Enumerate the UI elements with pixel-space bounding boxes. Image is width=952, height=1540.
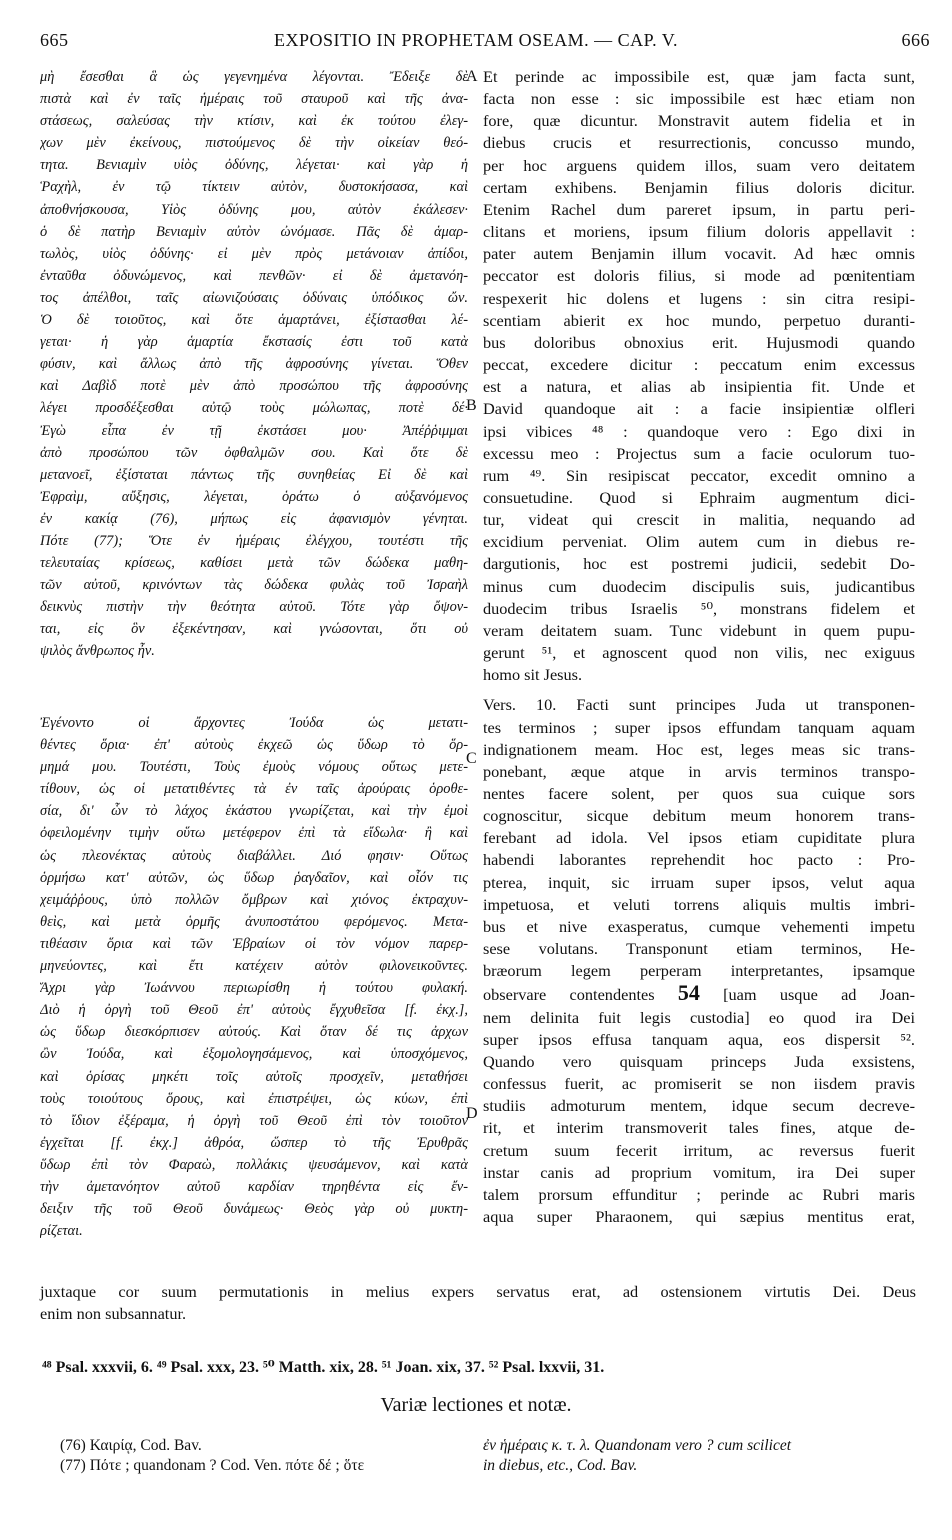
greek-text-line: ὡς ὕδωρ διεσκόρπισεν αὐτούς. Καὶ ὅταν δέ τις ἀρχων (40, 1024, 468, 1041)
latin-text-line: excidium perveniat. Olim autem cum in diebus re- (483, 532, 915, 552)
greek-text-line: Ῥαχὴλ, ἐν τῷ τίκτειν αὐτὸν, δυστοκήσασα, καὶ (40, 179, 468, 196)
latin-text-line: consuetudine. Quod si Ephraim augmentum dici- (483, 487, 915, 507)
greek-text-line: τίθουν, ὡς οἱ μετατιθέντες τὰ ἐν ταῖς ἀρούραις ὁροθε- (40, 781, 468, 798)
greek-text-line: λέγει προσδέξεσθαι αὐτῷ τοὺς μώλωπας, ποτὲ δέ· (40, 400, 468, 417)
latin-text-line: Etenim Rachel dum pareret ipsum, in partu peri- (483, 199, 915, 219)
footnotes: ⁴⁸ Psal. xxxvii, 6. ⁴⁹ Psal. xxx, 23. ⁵⁰ Matth. xix, 28. ⁵¹ Joan. xix, 37. ⁵² Psal. lxxvii, 31. (42, 1359, 605, 1376)
greek-text-line: Διὸ ἡ ὀργὴ τοῦ Θεοῦ ἐπ' αὐτοὺς ἔγχυθεῖσα [f. ἐκχ.], (40, 1002, 468, 1019)
latin-text-line: certam exhibens. Benjamin filius doloris dicitur. (483, 177, 915, 197)
latin-text-line: observare contendentes 54 [uam usque ad Joan- (483, 982, 915, 1006)
variae-lectiones-title: Variæ lectiones et notæ. (380, 1394, 572, 1416)
latin-text-line: ponebant, æque atque in arvis terminos transpo- (483, 761, 915, 781)
latin-text-line: Quando vero quisquam princeps Juda exsistens, (483, 1051, 915, 1071)
latin-text-line: est a natura, et alias ab insipientia fit. Unde et (483, 377, 915, 397)
latin-text-line: studiis admoturum mentem, idque secum decreve- (483, 1096, 915, 1116)
greek-text-line: χειμάῤῥους, ὑπὸ πολλῶν ὄμβρων καὶ χιόνος ἐκτραχυν- (40, 891, 468, 908)
greek-text-line: ὡς πλεονέκτας αὐτοὺς διαβάλλει. Διό φησιν· Οὕτως (40, 847, 468, 864)
page-number-right: 666 (901, 30, 930, 50)
latin-text-line: facta non esse : sic impossibile est hæc etiam non (483, 89, 915, 109)
latin-text-line: talem prorsum effunditur ; perinde ac Rubri maris (483, 1184, 915, 1204)
variant-note: in diebus, etc., Cod. Bav. (483, 1457, 638, 1474)
greek-text-line: τωλὸς, υἱὸς ὀδύνης· εἰ μὲν πρὸς μετάνοιαν ἀπίδοι, (40, 245, 468, 262)
greek-text-line: ται, εἰς ὃν ἐξεκέντησαν, καὶ γνώσονται, ὅτι οὐ (40, 621, 468, 638)
greek-text-line: τιθέασιν ὅρια καὶ τῶν Ἑβραίων οἱ τὸν νόμον παρερ- (40, 935, 468, 952)
greek-column-block-2 (40, 712, 468, 1242)
greek-text-line: μετανοεῖ, ἐξίσταται πάντως τῆς συνηθείας Εἰ δὲ καὶ (40, 466, 468, 483)
greek-text-line: θεὶς, καὶ μετὰ ὁρμῆς ἀνυποστάτου φερόμενος. Μετα- (40, 913, 468, 930)
latin-text-line: bus doloribus obnoxius erit. Hujusmodi quando (483, 332, 915, 352)
variae-notes-right (483, 1436, 791, 1476)
text-line: enim non subsannatur. (40, 1304, 187, 1323)
margin-marker-a: A (466, 68, 478, 85)
variant-note: (76) Καιρίᾳ, Cod. Bav. (60, 1437, 202, 1454)
greek-text-line: τὴν ἀμετανόητον αὐτοῦ καρδίαν τηρηθέντα εἰς ἔν- (40, 1178, 468, 1195)
latin-text-line: dargutionis, hoc est postremi judicii, sedebit Do- (483, 554, 915, 574)
latin-text-line: habendi laborantes reprehendit hoc pacto : Pro- (483, 850, 915, 870)
latin-text-line: bræorum legem perperam interpretantes, ipsamque (483, 961, 915, 981)
latin-column (483, 66, 915, 1228)
latin-text-line: excessu meo : Projectus sum a facie oculorum tuo- (483, 443, 915, 463)
latin-text-line: peccat, excedere dicitur : peccatum enim excessus (483, 355, 915, 375)
greek-text-line: Ἐγὼ εἶπα ἐν τῇ ἐκστάσει μου· Ἀπέῤῥιμμαι (40, 422, 468, 439)
variae-notes-left (60, 1436, 364, 1476)
latin-text-line: rit, et interim transmoverit tales fines, atque de- (483, 1118, 915, 1138)
latin-text-line: Et perinde ac impossibile est, quæ jam facta sunt, (483, 67, 915, 86)
greek-text-line: ψιλὸς ἄνθρωπος ἦν. (40, 643, 155, 660)
greek-text-line: πιστὰ καὶ ἐν ταῖς ἡμέραις τοῦ σταυροῦ καὶ τῆς ἀνα- (40, 91, 468, 108)
text-line: juxtaque cor suum permutationis in melius expers servatus erat, ad ostensionem virtutis Dei. Deus (40, 1282, 916, 1301)
greek-text-line: ἐνταῦθα ὀδυνώμενος, καὶ πενθῶν· εἰ δὲ ἀμετανόη- (40, 267, 468, 284)
latin-text-line: duodecim tribus Israelis ⁵⁰, monstrans fidelem et (483, 598, 915, 618)
latin-text-line: pterea, inquit, sic irruam super ipsos, velut aqua (483, 872, 915, 892)
greek-text-line: τος ἀπέλθοι, ταῖς αἰωνιζούσαις ὀδύναις ὑπόδικος ὤν. (40, 289, 468, 306)
latin-text-line: aqua super Pharaonem, qui sæpius mentitus erat, (483, 1206, 915, 1226)
latin-text-line: ferebant ad idola. Vel ipsos etiam cupiditate plura (483, 828, 915, 848)
greek-text-line: ἐγχεῖται [f. ἐκχ.] ἀθρόα, ὥσπερ τὸ τῆς Ἐρυθρᾶς (40, 1134, 468, 1151)
latin-text-line: tes terminos ; super ipsos effundam tanquam aquam (483, 717, 915, 737)
latin-text-line: tur, videat qui crescit in malitia, nequando ad (483, 510, 915, 530)
greek-text-line: ὁ δὲ πατὴρ Βενιαμὶν αὐτὸν ὠνόμασε. Πᾶς δὲ ἁμαρ- (40, 223, 468, 240)
greek-text-line: θέντες ὅρια· ἐπ' αὐτοὺς ἐκχεῶ ὡς ὕδωρ τὸ ὅρ- (40, 737, 468, 754)
latin-text-line: rum ⁴⁹. Sin resipiscat peccator, excedit omnino a (483, 465, 915, 485)
latin-text-line: peccator est doloris filius, si mode ad pœnitentiam (483, 266, 915, 286)
margin-marker-b: B (466, 397, 477, 414)
greek-text-line: ὢν Ἰούδα, καὶ ἐξομολογησάμενος, καὶ ὑποσχόμενος, (40, 1046, 468, 1063)
latin-text-line: bus et nive exasperatus, cumque vehementi impetu (483, 916, 915, 936)
latin-text-line: ipsi vibices ⁴⁸ : quandoque vero : Ego dixi in (483, 421, 915, 441)
greek-text-line: δειξιν τῆς τοῦ Θεοῦ δυνάμεως· Θεὸς γὰρ οὐ μυκτη- (40, 1201, 468, 1218)
running-header (0, 30, 952, 56)
greek-text-line: Ἐφραὶμ, αὔξησις, λέγεται, ὁράτω ὁ αὐξανόμενος (40, 488, 468, 505)
latin-text-line: Vers. 10. Facti sunt principes Juda ut transponen- (483, 695, 915, 715)
latin-text-line: David quandoque ait : a facie insipientiæ olfleri (483, 399, 915, 419)
greek-text-line: τητα. Βενιαμὶν υἱὸς ὀδύνης, λέγεται· καὶ γὰρ ἡ (40, 157, 468, 174)
latin-text-line: super ipsos effusa tanquam aqua, eos dispersit ⁵². (483, 1029, 915, 1049)
greek-text-line: καὶ ὁρίσας μηκέτι τοῖς αὐτοῖς προσχεῖν, μεταθήσει (40, 1068, 468, 1085)
greek-text-line: Ἄχρι γὰρ Ἰωάννου περιωρίσθη ἡ τούτου φυλακή. (40, 980, 468, 997)
greek-text-line: Πότε (77); Ὅτε ἐν ἡμέραις ἐλέγχου, τουτέστι τῆς (40, 532, 468, 549)
greek-text-line: μηνεύοντες, καὶ ἔτι κατέχειν αὐτὸν φιλονεικοῦντες. (40, 958, 468, 975)
greek-text-line: ἀποθνήσκουσα, Υἱὸς ὀδύνης μου, αὐτὸν ἐκάλεσεν· (40, 201, 468, 218)
margin-marker-d: D (466, 1105, 478, 1122)
full-width-text (40, 1281, 916, 1325)
latin-text-line: homo sit Jesus. (483, 665, 583, 685)
greek-text-line: ὁρμήσω κατ' αὐτῶν, ὡς ὕδωρ ῥαγδαῖον, καὶ οἷόν τις (40, 869, 468, 886)
greek-text-line: χων μὲν ἐκείνους, πιστούμενος δὲ τὴν οἰκείαν θεό- (40, 135, 468, 152)
latin-text-line: clitans et moriens, ipsum filium doloris appellavit : (483, 222, 915, 242)
latin-text-line: pater autem Benjamin illum vocavit. Ad hæc omnis (483, 244, 915, 264)
latin-text-line: diebus crucis et resurrectionis, concusso mundo, (483, 133, 915, 153)
variant-note: ἐν ἡμέραις κ. τ. λ. Quandonam vero ? cum scilicet (483, 1437, 792, 1454)
latin-text-line: indignationem meam. Hoc est, leges meas sic trans- (483, 739, 915, 759)
latin-text-line: nentes facere solent, per quos sua cuique sors (483, 784, 915, 803)
latin-text-line: instar canis ad proprium vomitum, ira Dei super (483, 1162, 915, 1182)
latin-text-line: gerunt ⁵¹, et agnoscent quod non vilis, nec exiguus (483, 643, 915, 663)
column-number: 54 (677, 982, 700, 1006)
greek-text-line: Ὁ δὲ τοιοῦτος, καὶ ὅτε ἁμαρτάνει, ἐξίστασθαι λέ- (40, 312, 468, 329)
greek-text-line: σία, δι' ὧν τὸ λάχος ἑκάστου γνωρίζεται, καὶ τὴν ἐμοὶ (40, 803, 468, 820)
latin-text-line: confessus fuerit, ac promiserit se non iisdem pravis (483, 1074, 915, 1094)
latin-text-line: minus cum duodecim discipulis suis, judicantibus (483, 576, 915, 596)
greek-text-line: τελευταίας κρίσεως, καθίσει μετὰ τῶν δώδεκα μαθη- (40, 555, 468, 572)
latin-text-line: nem delinita fuit legis custodia] eo quod ira Dei (483, 1007, 915, 1027)
greek-text-line: φύσιν, καὶ ἄλλως ἀπὸ τῆς ἀφροσύνης γίνεται. Ὅθεν (40, 356, 468, 373)
latin-text-line: impetuosa, et veluti torrens aliquis multis imbri- (483, 894, 915, 914)
greek-text-line: στάσεως, σαλεύσας τὴν κτίσιν, καὶ ἐκ τούτου ἐλεγ- (40, 113, 468, 130)
variant-note: (77) Πότε ; quandonam ? Cod. Ven. πότε δέ ; ὅτε (60, 1457, 365, 1474)
latin-text-line: fore, quæ dicuntur. Monstravit autem fidelia et in (483, 111, 915, 131)
running-title: EXPOSITIO IN PROPHETAM OSEAM. — CAP. V. (274, 30, 678, 50)
greek-text-line: ἀπὸ προσώπου τῶν ὀφθαλμῶν σου. Καὶ ὅτε δὲ (40, 444, 468, 461)
greek-text-line: ὕδωρ ἐπὶ τὸν Φαραὼ, πολλάκις ψευσάμενον, καὶ κατὰ (40, 1156, 468, 1173)
greek-text-line: μὴ ἔσεσθαι ἃ ὡς γεγενημένα λέγονται. Ἔδειξε δὲ (40, 69, 468, 85)
greek-text-line: ὀφειλομένην τιμὴν οὕτω μετέφερον ἐπὶ τὰ εἴδωλα· ἢ καὶ (40, 825, 468, 842)
latin-text-line: cretum suum fecerit irritum, ac reversus fuerit (483, 1140, 915, 1160)
greek-text-line: καὶ Δαβὶδ ποτὲ μὲν ἀπὸ προσώπου τῆς ἀφροσύνης (40, 378, 468, 395)
greek-text-line: τοὺς τοιούτους ὅρους, καὶ ἐπιστρέψει, ὡς κύων, ἐπὶ (40, 1090, 468, 1107)
greek-text-line: ρίζεται. (40, 1223, 83, 1240)
greek-text-line: ἐν κακίᾳ (76), μήπως εἰς ἀφανισμὸν γένηται. (40, 510, 468, 527)
greek-text-line: τῶν αὐτοῦ, κρινόντων τὰς δώδεκα φυλὰς τοῦ Ἰσραὴλ (40, 577, 468, 594)
greek-text-line: δεικνὺς πιστὴν τὴν θεότητα αὐτοῦ. Τότε γὰρ ὄψον- (40, 599, 468, 616)
latin-text-line: respexerit hic dolens et lugens : sin citra resipi- (483, 288, 915, 308)
page-number-left: 665 (40, 30, 69, 50)
latin-text-line: sese volutans. Transponunt etiam terminos, He- (483, 939, 915, 959)
margin-marker-c: C (466, 750, 477, 767)
greek-text-line: γεται· ἡ γὰρ ἁμαρτία ἔκστασίς ἐστι τοῦ κατὰ (40, 334, 468, 351)
greek-text-line: μημά μου. Τουτέστι, Τοὺς ἐμοὺς νόμους οὕτως μετε- (40, 759, 468, 776)
latin-text-line: cognoscitur, sicque debitum meum honorem trans- (483, 806, 915, 826)
greek-text-line: τὸ ἴδιον ἐξέραμα, ἡ ὀργὴ τοῦ Θεοῦ ἐπὶ τὸν τοιοῦτον (40, 1112, 468, 1129)
latin-text-line: veram deitatem suam. Tunc videbunt in quem pupu- (483, 620, 915, 640)
greek-text-line: Ἐγένοντο οἱ ἄρχοντες Ἰούδα ὡς μετατι- (40, 715, 468, 731)
greek-column-block-1 (40, 66, 468, 663)
latin-text-line: scentiam abierit ex hoc mundo, perpetuo duranti- (483, 310, 915, 330)
latin-text-line: per hoc arguens quidem illos, suam vero deitatem (483, 155, 915, 175)
